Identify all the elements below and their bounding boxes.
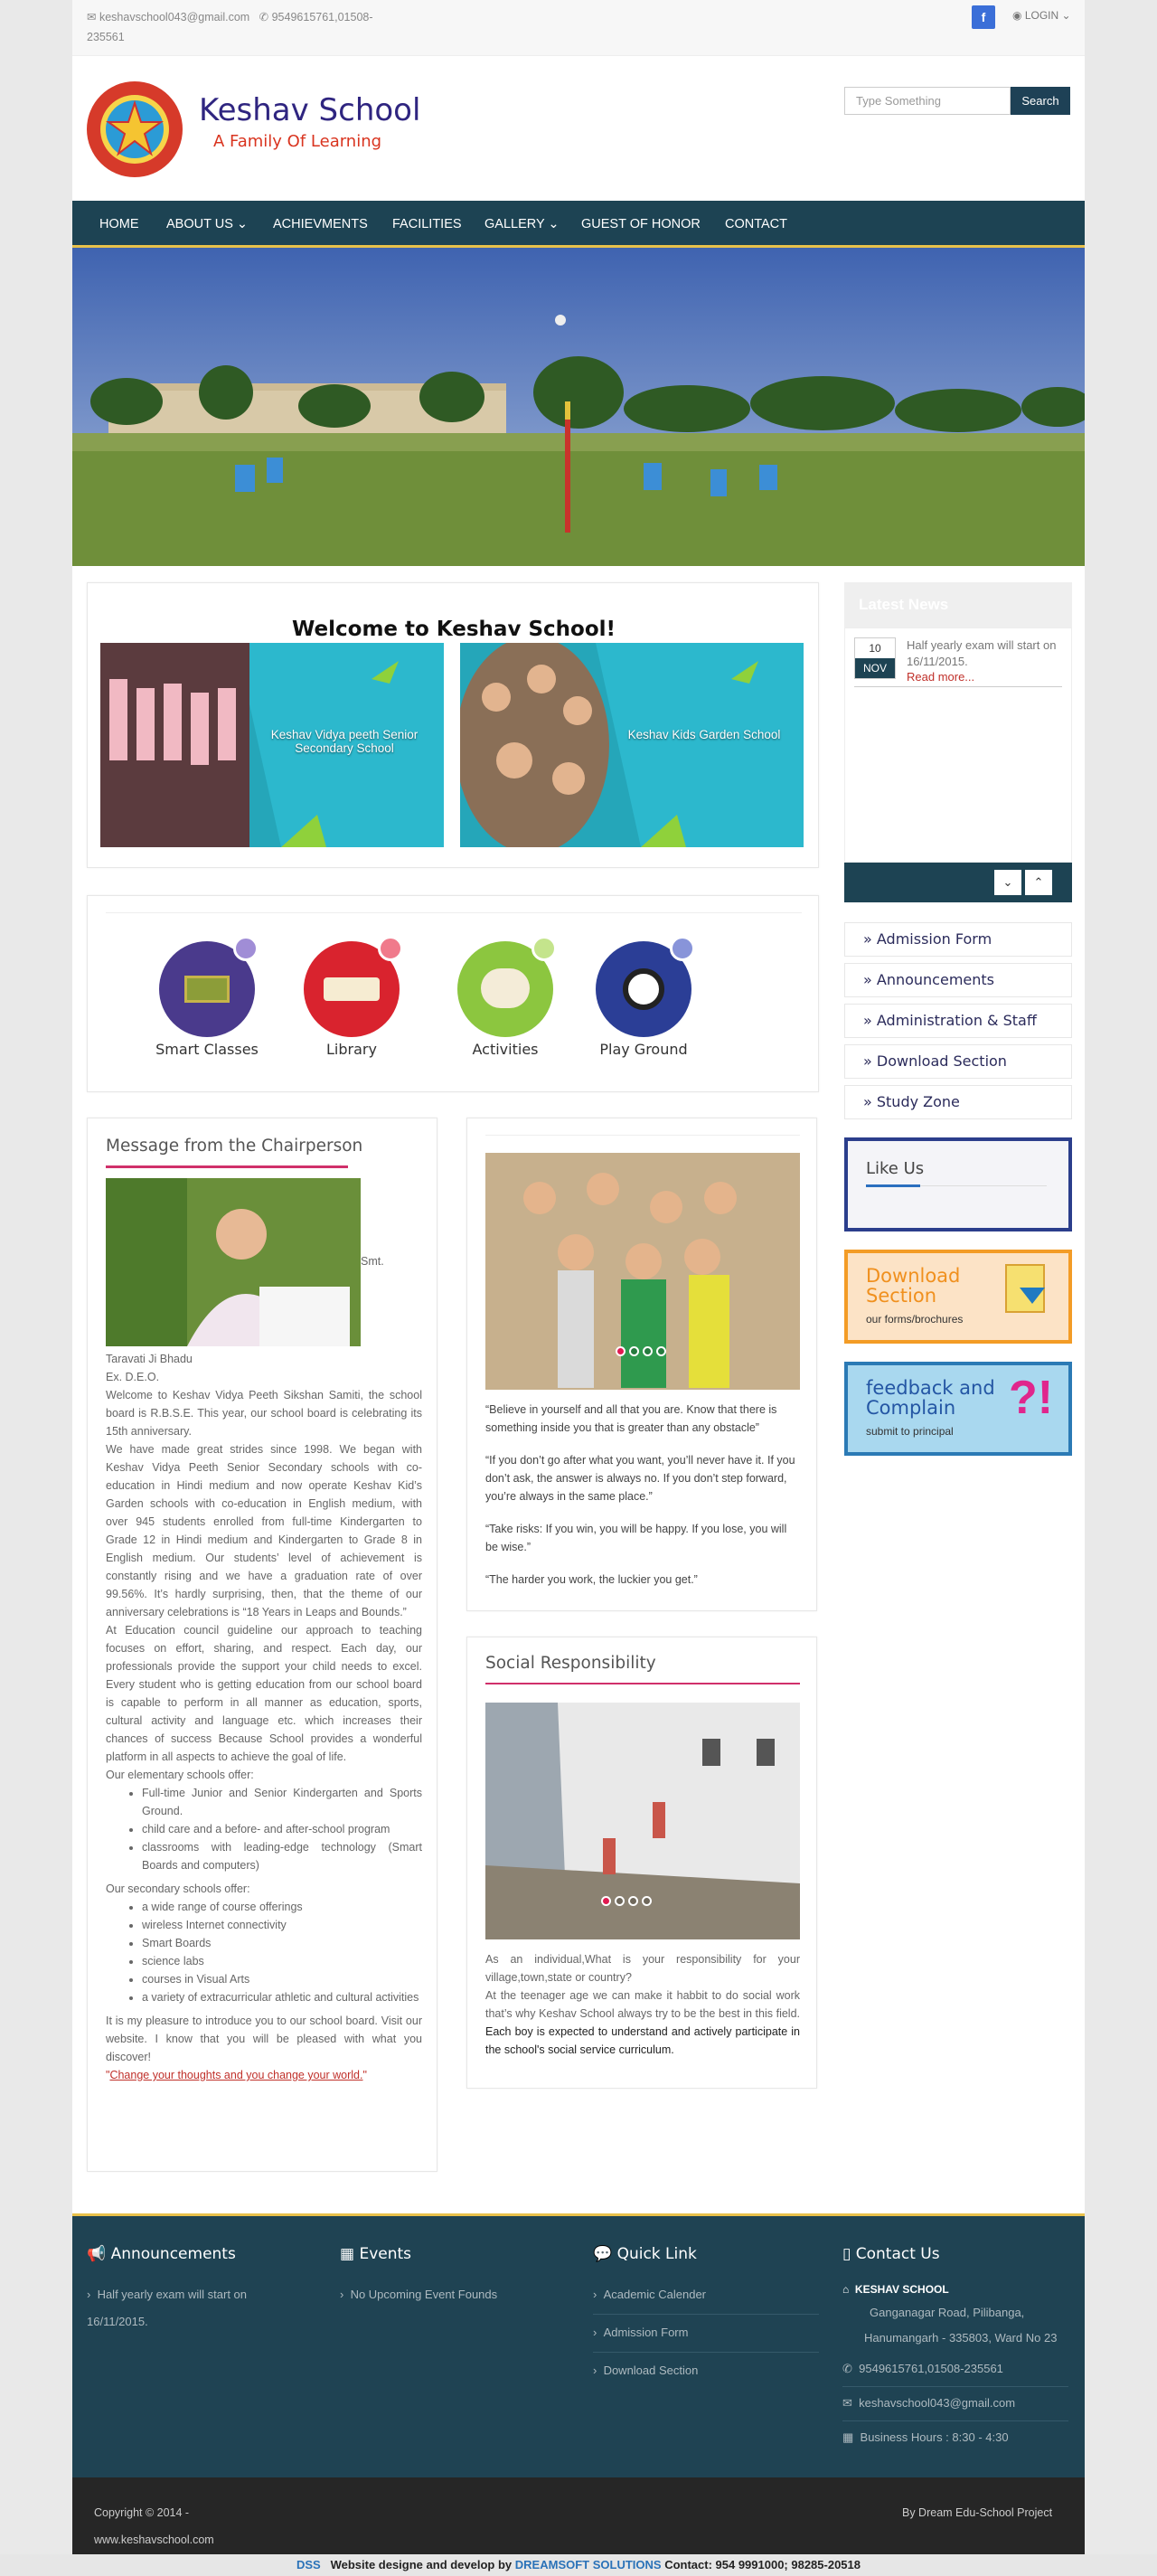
social-underline	[485, 1683, 800, 1684]
quotes-divider	[485, 1135, 800, 1136]
secondary-list	[106, 1898, 422, 2006]
login-button[interactable]	[1012, 9, 1071, 22]
copyright-bar	[72, 2477, 1085, 2554]
nav-about-label: ABOUT US	[166, 217, 233, 231]
developer-company-link[interactable]: DREAMSOFT SOLUTIONS	[514, 2558, 662, 2571]
footer-contact-label: Contact Us	[855, 2245, 940, 2263]
social-panel	[466, 1637, 817, 2089]
feature-activities[interactable]	[451, 941, 560, 1058]
welcome-card-kids-label: Keshav Kids Garden School	[627, 728, 781, 741]
slider-dot[interactable]	[629, 1346, 639, 1356]
slider-dot[interactable]	[628, 1896, 638, 1906]
feedback-box[interactable]	[844, 1362, 1072, 1456]
features-divider	[106, 912, 802, 913]
nav-gallery[interactable]	[484, 201, 560, 248]
slider-dot[interactable]	[642, 1896, 652, 1906]
download-box-sub: our forms/brochures	[866, 1313, 964, 1326]
social-text	[485, 1950, 800, 2059]
developer-contact: Contact: 954 9991000; 98285-20518	[664, 2558, 861, 2571]
sidebar-link-administration[interactable]: » Administration & Staff	[844, 1004, 1072, 1038]
footer-contact-hours	[842, 2424, 1009, 2451]
slider-dot[interactable]	[616, 1346, 626, 1356]
news-text: Half yearly exam will start on 16/11/2015.	[907, 638, 1057, 668]
footer-contact-hours-text: Business Hours : 8:30 - 4:30	[860, 2430, 1009, 2444]
footer-divider	[842, 2386, 1068, 2387]
brand-name[interactable]: Keshav School	[199, 92, 421, 128]
chevron-down-icon: ⌄	[1061, 9, 1071, 22]
top-bar	[72, 0, 1085, 56]
quote-item: “The harder you work, the luckier you get.”	[485, 1573, 698, 1586]
nav-gallery-label: GALLERY	[484, 217, 545, 231]
school-logo[interactable]	[85, 80, 184, 179]
chevron-up-icon[interactable]: ⌃	[1025, 870, 1052, 895]
sidebar-link-label: Study Zone	[876, 1093, 960, 1110]
footer-contact-title	[842, 2245, 940, 2263]
footer-announcement-text: Half yearly exam will start on 16/11/2015.	[87, 2288, 248, 2328]
like-us-rule	[920, 1185, 1047, 1186]
feature-library-label: Library	[326, 1041, 377, 1058]
list-item: • classrooms with leading-edge technology (Smart Boards and computers)	[142, 1838, 422, 1874]
news-divider	[854, 686, 1062, 687]
list-item: • science labs	[142, 1952, 422, 1970]
slider-dot[interactable]	[656, 1346, 666, 1356]
feature-activities-label: Activities	[472, 1041, 539, 1058]
welcome-panel	[87, 582, 819, 868]
chairperson-name: Taravati Ji Bhadu	[106, 1353, 193, 1365]
news-month: NOV	[855, 658, 895, 678]
footer-quick-link-text: Admission Form	[603, 2326, 689, 2339]
features-panel	[87, 895, 819, 1092]
chat-icon: 💬	[593, 2245, 613, 2263]
chairperson-quote-line: "Change your thoughts and you change your world."	[106, 2069, 367, 2081]
latest-news-heading: Latest News	[844, 582, 1072, 627]
footer-divider	[593, 2352, 819, 2353]
top-email[interactable]: keshavschool043@gmail.com	[99, 11, 250, 24]
megaphone-icon: 📢	[87, 2245, 107, 2263]
footer-divider	[842, 2420, 1068, 2421]
nav-achievments[interactable]: ACHIEVMENTS	[273, 217, 368, 231]
footer-announcements-label: Announcements	[110, 2245, 236, 2263]
envelope-icon: ✉	[87, 11, 97, 24]
slider-dots[interactable]	[616, 1346, 666, 1356]
like-us-underline	[866, 1184, 920, 1187]
footer-events-title	[340, 2245, 411, 2263]
chairperson-closing: It is my pleasure to introduce you to our school board. Visit our website. I know that you will be pleased with what you discover!	[106, 2015, 422, 2063]
quotes-panel	[466, 1118, 817, 1611]
social-text-1: As an individual,What is your responsibility for your village,town,state or country?	[485, 1953, 800, 1984]
top-phone-2: 235561	[87, 31, 125, 43]
facebook-icon[interactable]: f	[972, 5, 995, 29]
quote-item: “If you don’t go after what you want, you’ll never have it. If you don’t ask, the answer is always no. If you don’t step forward, you’re always in the same place.”	[485, 1454, 795, 1503]
feedback-box-title: feedback and Complain	[866, 1377, 995, 1419]
secondary-heading: Our secondary schools offer:	[106, 1882, 250, 1895]
nav-home[interactable]: HOME	[99, 217, 139, 231]
search-button[interactable]: Search	[1011, 87, 1070, 115]
envelope-icon: ✉	[842, 2396, 852, 2410]
chairperson-name-prefix: Smt.	[361, 1255, 384, 1268]
download-section-box[interactable]	[844, 1250, 1072, 1344]
developer-credit-bar	[0, 2554, 1157, 2576]
sidebar-link-announcements[interactable]: » Announcements	[844, 963, 1072, 997]
hero-slider-image	[72, 248, 1085, 566]
news-date	[854, 637, 896, 679]
footer-contact-email-text: keshavschool043@gmail.com	[859, 2396, 1016, 2410]
social-slider-dots[interactable]	[601, 1896, 652, 1906]
sidebar-link-label: Administration & Staff	[876, 1012, 1037, 1029]
download-box-title: Download Section	[866, 1265, 961, 1307]
chairperson-para-1: Welcome to Keshav Vidya Peeth Sikshan Samiti, the school board is R.B.S.E. This year, our school board is celebrating its 15th anniversary.	[106, 1389, 422, 1438]
footer-contact-phone	[842, 2355, 1003, 2383]
footer-quick-link[interactable]: › Download Section	[593, 2364, 699, 2377]
footer-quick-link[interactable]: › Admission Form	[593, 2326, 689, 2339]
feature-library[interactable]	[297, 941, 406, 1058]
chairperson-quote-link[interactable]: Change your thoughts and you change your world.	[109, 2069, 363, 2081]
footer-quick-title	[593, 2245, 697, 2263]
chevron-down-icon[interactable]: ⌄	[994, 870, 1021, 895]
sidebar-link-study-zone[interactable]: » Study Zone	[844, 1085, 1072, 1119]
smart-classes-icon	[159, 941, 255, 1037]
feature-smart-classes[interactable]	[153, 941, 261, 1058]
quotes-list	[485, 1401, 800, 1603]
feature-smart-classes-label: Smart Classes	[155, 1041, 259, 1058]
list-item: • wireless Internet connectivity	[142, 1916, 422, 1934]
footer-announcement-item[interactable]: › Half yearly exam will start on 16/11/2015.	[87, 2288, 248, 2328]
news-read-more[interactable]: Read more...	[907, 670, 975, 684]
copyright-site-link[interactable]: www.keshavschool.com	[94, 2534, 214, 2546]
latest-news-box	[844, 627, 1072, 863]
footer-quick-link[interactable]: › Academic Calender	[593, 2288, 707, 2301]
footer-contact-email[interactable]	[842, 2390, 1015, 2417]
download-icon	[1005, 1264, 1045, 1313]
footer-divider	[593, 2314, 819, 2315]
copyright-line-1: Copyright © 2014 -	[94, 2506, 190, 2519]
list-item: • a variety of extracurricular athletic and cultural activities	[142, 1988, 422, 2006]
welcome-card-senior-label: Keshav Vidya peeth Senior Secondary School	[270, 728, 419, 755]
elementary-list	[106, 1784, 422, 1874]
palette-icon	[457, 941, 553, 1037]
sidebar-link-label: Admission Form	[876, 930, 992, 948]
slider-dot[interactable]	[601, 1896, 611, 1906]
elementary-heading: Our elementary schools offer:	[106, 1769, 254, 1781]
dss-logo[interactable]: DSS	[296, 2558, 321, 2571]
quote-item: “Take risks: If you win, you will be happy. If you lose, you will be wise.”	[485, 1523, 787, 1553]
slider-dot[interactable]	[615, 1896, 625, 1906]
social-text-2b: Each boy is expected to understand and actively participate in the school's social service curriculum.	[485, 2025, 800, 2056]
sidebar-link-download-section[interactable]: » Download Section	[844, 1044, 1072, 1079]
sidebar-link-label: Announcements	[876, 971, 994, 988]
nav-guest-of-honor[interactable]: GUEST OF HONOR	[581, 217, 701, 231]
feedback-box-sub: submit to principal	[866, 1425, 954, 1438]
welcome-title: Welcome to Keshav School!	[292, 618, 616, 641]
footer	[72, 2213, 1085, 2477]
sidebar-link-label: Download Section	[876, 1052, 1007, 1070]
footer-contact-name-text: KESHAV SCHOOL	[854, 2283, 949, 2296]
main-nav	[72, 201, 1085, 248]
footer-events-item: › No Upcoming Event Founds	[340, 2288, 498, 2301]
list-item: • child care and a before- and after-school program	[142, 1820, 422, 1838]
chairperson-panel	[87, 1118, 437, 2172]
calendar-icon: ▦	[340, 2245, 355, 2263]
footer-announcements-title	[87, 2245, 236, 2263]
top-phone-1: 9549615761,01508-	[271, 11, 373, 24]
home-icon: ⌂	[842, 2283, 850, 2296]
news-controls	[844, 863, 1072, 902]
slider-dot[interactable]	[643, 1346, 653, 1356]
footer-quick-link-text: Download Section	[603, 2364, 699, 2377]
copyright-text	[94, 2499, 214, 2553]
credit-text: By Dream Edu-School Project	[902, 2506, 1053, 2519]
feature-play-ground[interactable]	[589, 941, 698, 1058]
chairperson-underline	[106, 1165, 348, 1168]
social-text-2	[485, 1986, 800, 2059]
phone-icon: ✆	[842, 2362, 852, 2375]
chevron-down-icon: ⌄	[548, 217, 560, 231]
nav-facilities[interactable]: FACILITIES	[392, 217, 462, 231]
like-us-title: Like Us	[866, 1159, 925, 1178]
chairperson-photo	[106, 1178, 361, 1346]
developer-credit-text: Website designe and develop by	[330, 2558, 513, 2571]
chairperson-para-3: At Education council guideline our approach to teaching focuses on effort, sharing, and respect. Each day, our professionals provide the support your child needs to excel. Every student who is getting education from our school board is capable to perform in all manner as education, sports, cultural activity and language etc. which increases their chances of success Because School provides a wonderful platform in all aspects to achieve the goal of life.	[106, 1624, 422, 1763]
footer-events-text: No Upcoming Event Founds	[350, 2288, 498, 2301]
chairperson-title: Message from the Chairperson	[106, 1137, 363, 1156]
brand-tagline: A Family Of Learning	[213, 132, 382, 151]
footer-contact-addr2: Hanumangarh - 335803, Ward No 23	[864, 2331, 1058, 2345]
welcome-card-kids[interactable]	[460, 643, 804, 847]
like-us-box[interactable]	[844, 1137, 1072, 1231]
footer-contact-phone-text: 9549615761,01508-235561	[859, 2362, 1003, 2375]
news-day: 10	[869, 642, 881, 655]
top-contact	[87, 7, 373, 27]
nav-about-us[interactable]	[166, 201, 248, 248]
social-title: Social Responsibility	[485, 1654, 656, 1673]
football-icon	[596, 941, 691, 1037]
kids-garden-image	[460, 643, 804, 847]
feature-play-ground-label: Play Ground	[599, 1041, 688, 1058]
search-input[interactable]: Type Something	[844, 87, 1011, 115]
list-item: • Full-time Junior and Senior Kindergarten and Sports Ground.	[142, 1784, 422, 1820]
footer-events-label: Events	[359, 2245, 412, 2263]
chairperson-text	[106, 1350, 422, 2084]
list-item: • a wide range of course offerings	[142, 1898, 422, 1916]
social-text-2a: At the teenager age we can make it habbit to do social work that’s why Keshav School always try to be the best in this field.	[485, 1989, 800, 2020]
phone-icon: ✆	[259, 11, 269, 24]
nav-contact[interactable]: CONTACT	[725, 217, 788, 231]
list-item: • Smart Boards	[142, 1934, 422, 1952]
login-label: LOGIN	[1024, 9, 1059, 22]
sidebar-link-admission-form[interactable]: » Admission Form	[844, 922, 1072, 957]
footer-contact-addr1: Ganganagar Road, Pilibanga,	[870, 2306, 1025, 2319]
chevron-down-icon: ⌄	[236, 217, 249, 231]
phone-book-icon: ▯	[842, 2245, 851, 2263]
calendar-icon: ▦	[842, 2430, 854, 2444]
user-icon: ◉	[1012, 9, 1022, 22]
question-icon: ?!	[1009, 1372, 1054, 1424]
list-item: • courses in Visual Arts	[142, 1970, 422, 1988]
chairperson-role: Ex. D.E.O.	[106, 1371, 160, 1383]
book-icon	[304, 941, 400, 1037]
footer-quick-link-text: Academic Calender	[603, 2288, 707, 2301]
welcome-card-senior[interactable]	[100, 643, 444, 847]
quote-item: “Believe in yourself and all that you are. Know that there is something inside you that is greater than any obstacle”	[485, 1403, 777, 1434]
chairperson-para-2: We have made great strides since 1998. We began with Keshav Vidya Peeth Senior Secondary schools with co-education in Hindi medium and now operate Keshav Kid’s Garden schools with co-education in English medium, with over 945 students enrolled from full-time Kindergarten to Grade 12 in Hindi medium and Kindergarten to Grade 8 in English medium. Our students’ level of achievement is constantly rising and we have a graduation rate of over 99.56%. It’s hardly surprising, then, that the theme of our anniversary celebrations is “18 Years in Leaps and Bounds.”	[106, 1443, 422, 1618]
footer-quick-label: Quick Link	[616, 2245, 697, 2263]
